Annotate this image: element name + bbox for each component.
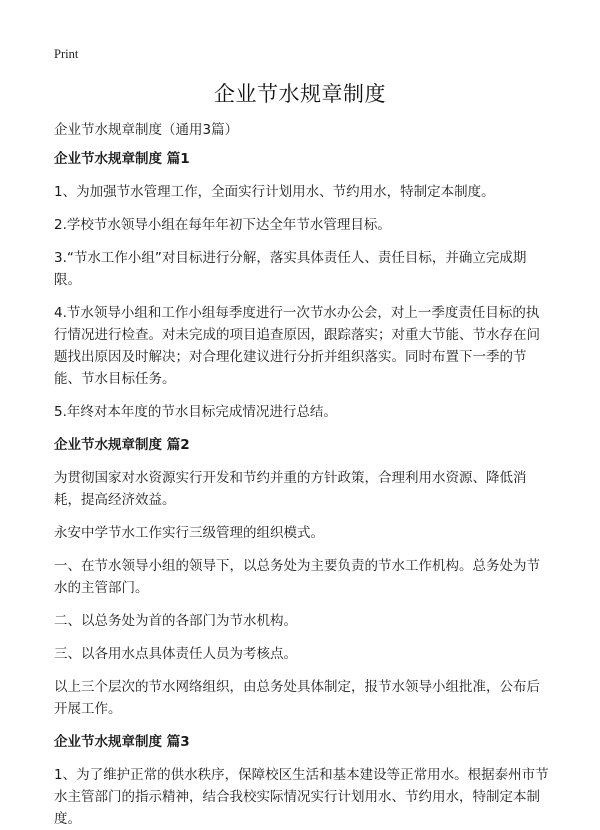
section-heading-1: 企业节水规章制度 篇1 — [54, 151, 190, 167]
section-heading-2: 企业节水规章制度 篇2 — [54, 437, 190, 453]
paragraph: 以上三个层次的节水网络组织，由总务处具体制定，报节水领导小组批准，公布后开展工作。 — [54, 679, 540, 717]
paragraph: 1、为了维护正常的供水秩序，保障校区生活和基本建设等正常用水。根据泰州市节水主管部门的指示精神，结合我校实际情况实行计划用水、节约用水，特制定本制度。 — [54, 767, 549, 827]
paragraph: 4.节水领导小组和工作小组每季度进行一次节水办公会，对上一季度责任目标的执行情况进行检查。对未完成的项目追查原因，跟踪落实；对重大节能、节水存在问题找出原因及时解决；对合理化建议进行分折并组织落实。同时布置下一季的节能、节水目标任务。 — [54, 305, 540, 387]
print-label[interactable]: Print — [54, 47, 79, 61]
paragraph: 5.年终对本年度的节水目标完成情况进行总结。 — [54, 404, 337, 420]
paragraph: 2.学校节水领导小组在每年年初下达全年节水管理目标。 — [54, 217, 391, 233]
document-body — [54, 148, 550, 830]
paragraph: 二、以总务处为首的各部门为节水机构。 — [54, 613, 297, 629]
paragraph: 为贯彻国家对水资源实行开发和节约并重的方针政策，合理利用水资源、降低消耗，提高经济效益。 — [54, 470, 527, 508]
document-subtitle: 企业节水规章制度（通用3篇） — [54, 122, 239, 138]
paragraph: 1、为加强节水管理工作，全面实行计划用水、节约用水，特制定本制度。 — [54, 184, 495, 200]
paragraph: 三、以各用水点具体责任人员为考核点。 — [54, 646, 297, 662]
paragraph: 3.“节水工作小组”对目标进行分解，落实具体责任人、责任目标，并确立完成期限。 — [54, 250, 527, 288]
section-heading-3: 企业节水规章制度 篇3 — [54, 734, 190, 750]
page-title: 企业节水规章制度 — [214, 82, 386, 106]
paragraph: 永安中学节水工作实行三级管理的组织模式。 — [54, 525, 324, 541]
paragraph: 一、在节水领导小组的领导下，以总务处为主要负责的节水工作机构。总务处为节水的主管部门。 — [54, 558, 540, 596]
